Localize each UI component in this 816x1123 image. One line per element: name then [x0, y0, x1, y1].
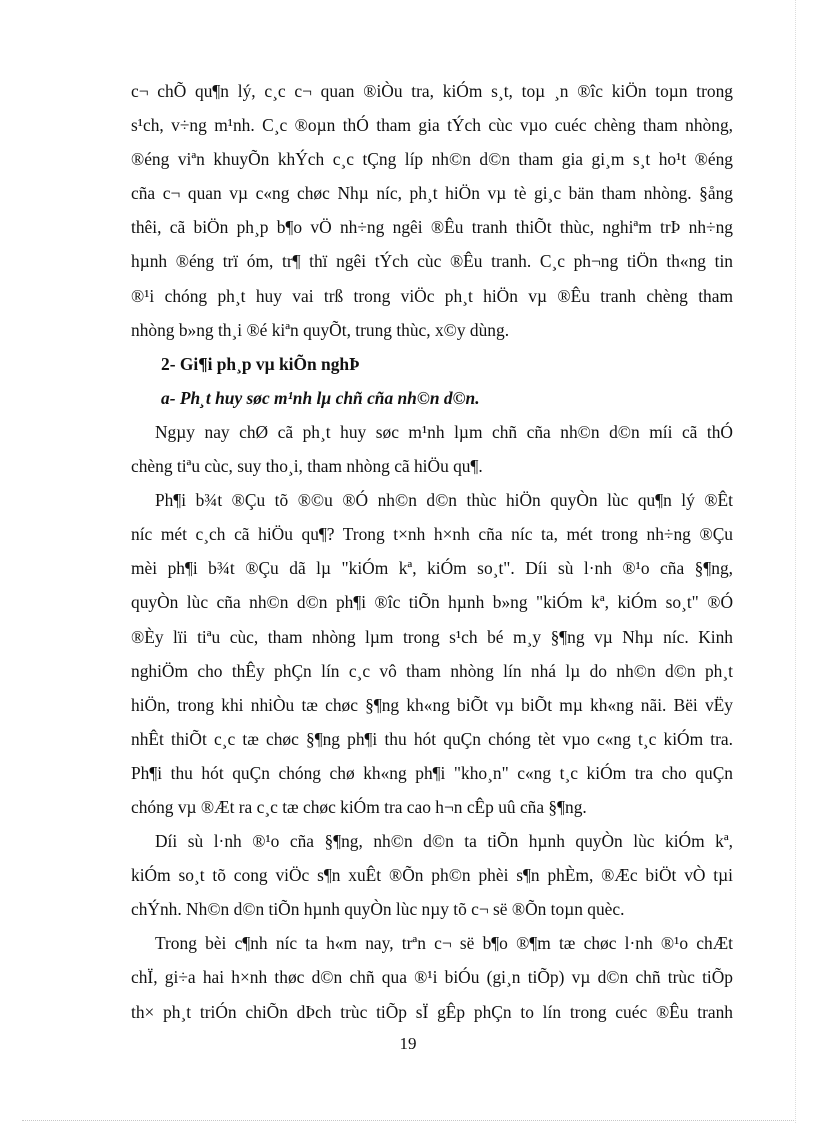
text-line: nhÊt thiÕt c¸c tæ chøc §¶ng ph¶i thu hót quÇn chóng tèt vµo c«ng t¸c kiÓm tra.: [131, 728, 733, 749]
text-line: ®Èy lïi tiªu cùc, tham nhòng lµm trong s¹ch bé m¸y §¶ng vµ Nhµ níc. Kinh: [131, 626, 733, 647]
text-line: ®éng viªn khuyÕn khÝch c¸c tÇng líp nh©n d©n tham gia gi¸m s¸t ho¹t ®éng: [131, 149, 733, 170]
text-line: nhòng b»ng th¸i ®é kiªn quyÕt, trung thùc, x©y dùng.: [131, 319, 510, 340]
text-line: Díi sù l·nh ®¹o cña §¶ng, nh©n d©n ta tiÕn hµnh quyÒn lùc kiÓm kª,: [155, 831, 733, 852]
text-line: chÏ, gi÷a hai h×nh thøc d©n chñ qua ®¹i biÓu (gi¸n tiÕp) vµ d©n chñ trùc tiÕp: [131, 967, 733, 988]
page-number: 19: [399, 1034, 417, 1053]
text-line: kiÓm so¸t tõ cong viÖc s¶n xuÊt ®Õn ph©n phèi s¶n phÈm, ®Æc biÖt vÒ tµi: [131, 865, 733, 886]
text-line: Ph¶i b¾t ®Çu tõ ®©u ®Ó nh©n d©n thùc hiÖn quyÒn lùc qu¶n lý ®Êt: [155, 490, 733, 511]
text-line: Ngµy nay chØ cã ph¸t huy søc m¹nh lµm chñ cña nh©n d©n míi cã thÓ: [155, 421, 733, 442]
section-heading: 2- Gi¶i ph¸p vµ kiÕn nghÞ: [161, 353, 360, 374]
page-bottom-edge: [22, 1120, 794, 1121]
text-line: thêi, cã biÖn ph¸p b¶o vÖ nh÷ng ngêi ®Êu tranh thiÕt thùc, nghiªm trÞ nh÷ng: [131, 217, 733, 238]
text-line: chÝnh. Nh©n d©n tiÕn hµnh quyÒn lùc nµy tõ c¬ së ®Õn toµn quèc.: [131, 899, 625, 920]
page-right-edge: [795, 0, 796, 1123]
text-line: nghiÖm cho thÊy phÇn lín c¸c vô tham nhòng lín nhá lµ do nh©n d©n ph¸t: [131, 660, 733, 681]
text-line: quyÒn lùc cña nh©n d©n ph¶i ®îc tiÕn hµnh b»ng "kiÓm kª, kiÓm so¸t" ®Ó: [131, 592, 733, 613]
text-line: mèi ph¶i b¾t ®Çu dã lµ "kiÓm kª, kiÓm so¸t". Díi sù l·nh ®¹o cña §¶ng,: [131, 558, 733, 579]
text-line: chóng vµ ®Æt ra c¸c tæ chøc kiÓm tra cao h¬n cÊp uû cña §¶ng.: [131, 796, 587, 817]
text-line: níc mét c¸ch cã hiÖu qu¶? Trong t×nh h×nh cña níc ta, mét trong nh÷ng ®Çu: [131, 524, 733, 545]
text-line: ®¹i chóng ph¸t huy vai trß trong viÖc ph¸t hiÖn vµ ®Êu tranh chèng tham: [131, 285, 733, 306]
text-line: Trong bèi c¶nh níc ta h«m nay, trªn c¬ së b¶o ®¶m tæ chøc l·nh ®¹o chÆt: [155, 933, 733, 954]
text-line: chèng tiªu cùc, suy tho¸i, tham nhòng cã hiÖu qu¶.: [131, 456, 483, 477]
text-line: c¬ chÕ qu¶n lý, c¸c c¬ quan ®iÒu tra, kiÓm s¸t, toµ ¸n ®îc kiÖn toµn trong: [131, 81, 733, 101]
text-line: hiÖn, trong khi nhiÒu tæ chøc §¶ng kh«ng biÕt vµ biÕt mµ kh«ng nãi. Bëi vËy: [131, 694, 733, 715]
text-line: th× ph¸t triÓn chiÕn dÞch trùc tiÕp sÏ gÊp phÇn to lín trong cuéc ®Êu tranh: [131, 1001, 733, 1022]
text-line: s¹ch, v÷ng m¹nh. C¸c ®oµn thÓ tham gia tÝch cùc vµo cuéc chèng tham nhòng,: [131, 115, 733, 136]
text-line: cña c¬ quan vµ c«ng chøc Nhµ níc, ph¸t hiÖn vµ tè gi¸c bän tham nhòng. §ång: [131, 183, 733, 204]
subsection-heading: a- Ph¸t huy søc m¹nh lµ chñ cña nh©n d©n.: [161, 387, 480, 408]
text-line: Ph¶i thu hót quÇn chóng chø kh«ng ph¶i "kho¸n" c«ng t¸c kiÓm tra cho quÇn: [131, 762, 733, 783]
body-text: [131, 74, 733, 1029]
text-line: hµnh ®éng trï óm, tr¶ thï ngêi tÝch cùc ®Êu tranh. C¸c ph¬ng tiÖn th«ng tin: [131, 251, 733, 272]
